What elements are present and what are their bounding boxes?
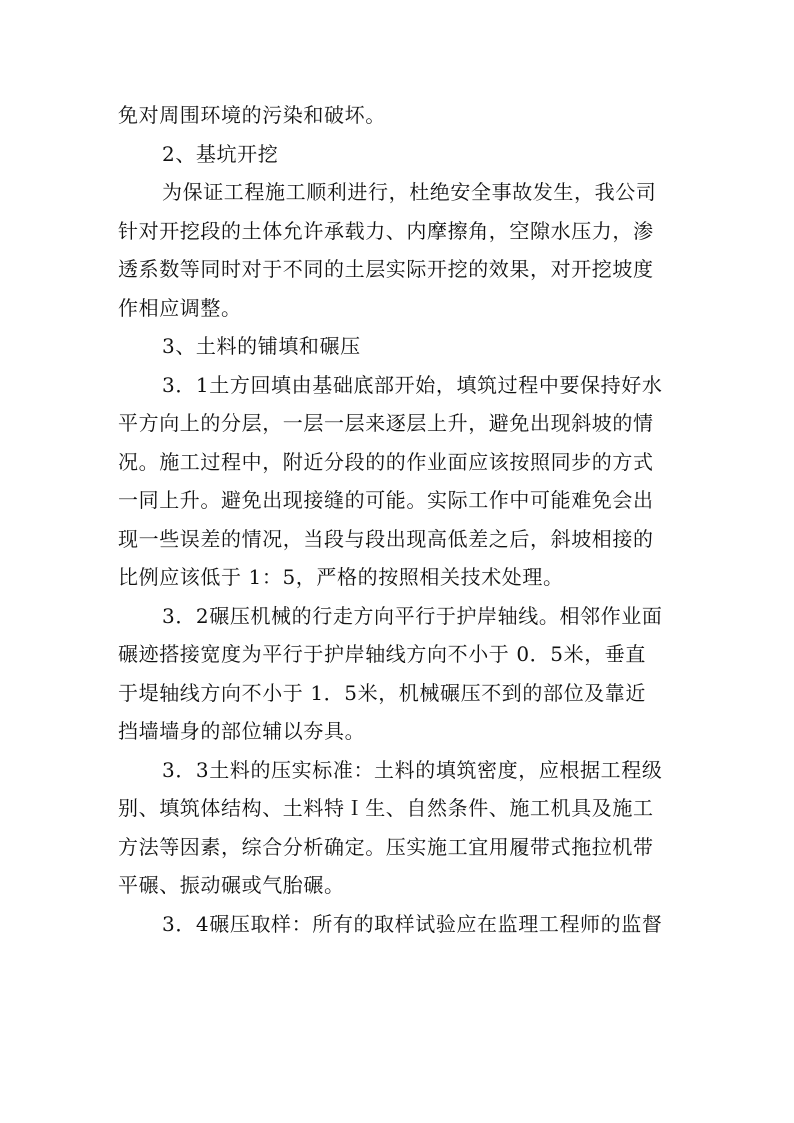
text-line: 3．2碾压机械的行走方向平行于护岸轴线。相邻作业面 <box>162 603 663 628</box>
text-line: 挡墙墙身的部位辅以夯具。 <box>118 719 366 743</box>
text-line: 平方向上的分层，一层一层来逐层上升，避免出现斜坡的情 <box>118 411 654 435</box>
text-line: 一同上升。避免出现接缝的可能。实际工作中可能难免会出 <box>118 488 654 512</box>
text-line: 平碾、振动碾或气胎碾。 <box>118 873 345 897</box>
text-line: 针对开挖段的土体允许承载力、内摩擦角，空隙水压力，渗 <box>118 218 654 243</box>
text-line: 为保证工程施工顺利进行，杜绝安全事故发生，我公司 <box>162 180 657 204</box>
text-line: 透系数等同时对于不同的土层实际开挖的效果，对开挖坡度 <box>118 257 654 281</box>
text-line: 3．4碾压取样：所有的取样试验应在监理工程师的监督 <box>162 911 663 936</box>
text-line: 免对周围环境的污染和破坏。 <box>118 103 386 127</box>
text-line: 况。施工过程中，附近分段的的作业面应该按照同步的方式 <box>118 449 654 474</box>
section-heading: 2、基坑开挖 <box>162 141 279 166</box>
text-line: 于堤轴线方向不小于 1．5米，机械碾压不到的部位及靠近 <box>118 680 647 705</box>
text-line: 作相应调整。 <box>118 295 242 320</box>
section-heading: 3、土料的铺填和碾压 <box>162 334 361 358</box>
text-line: 比例应该低于 1：5，严格的按照相关技术处理。 <box>118 565 564 589</box>
text-line: 碾迹搭接宽度为平行于护岸轴线方向不小于 0．5米，垂直 <box>118 642 647 666</box>
text-line: 现一些误差的情况，当段与段出现高低差之后，斜坡相接的 <box>118 526 654 551</box>
text-line: 3．1土方回填由基础底部开始，填筑过程中要保持好水 <box>162 372 663 397</box>
text-line: 别、填筑体结构、土料特Ｉ生、自然条件、施工机具及施工 <box>118 796 654 820</box>
text-line: 方法等因素，综合分析确定。压实施工宜用履带式拖拉机带 <box>118 834 654 859</box>
document-body <box>118 96 678 943</box>
text-line: 3．3土料的压实标准：土料的填筑密度，应根据工程级 <box>162 757 663 782</box>
